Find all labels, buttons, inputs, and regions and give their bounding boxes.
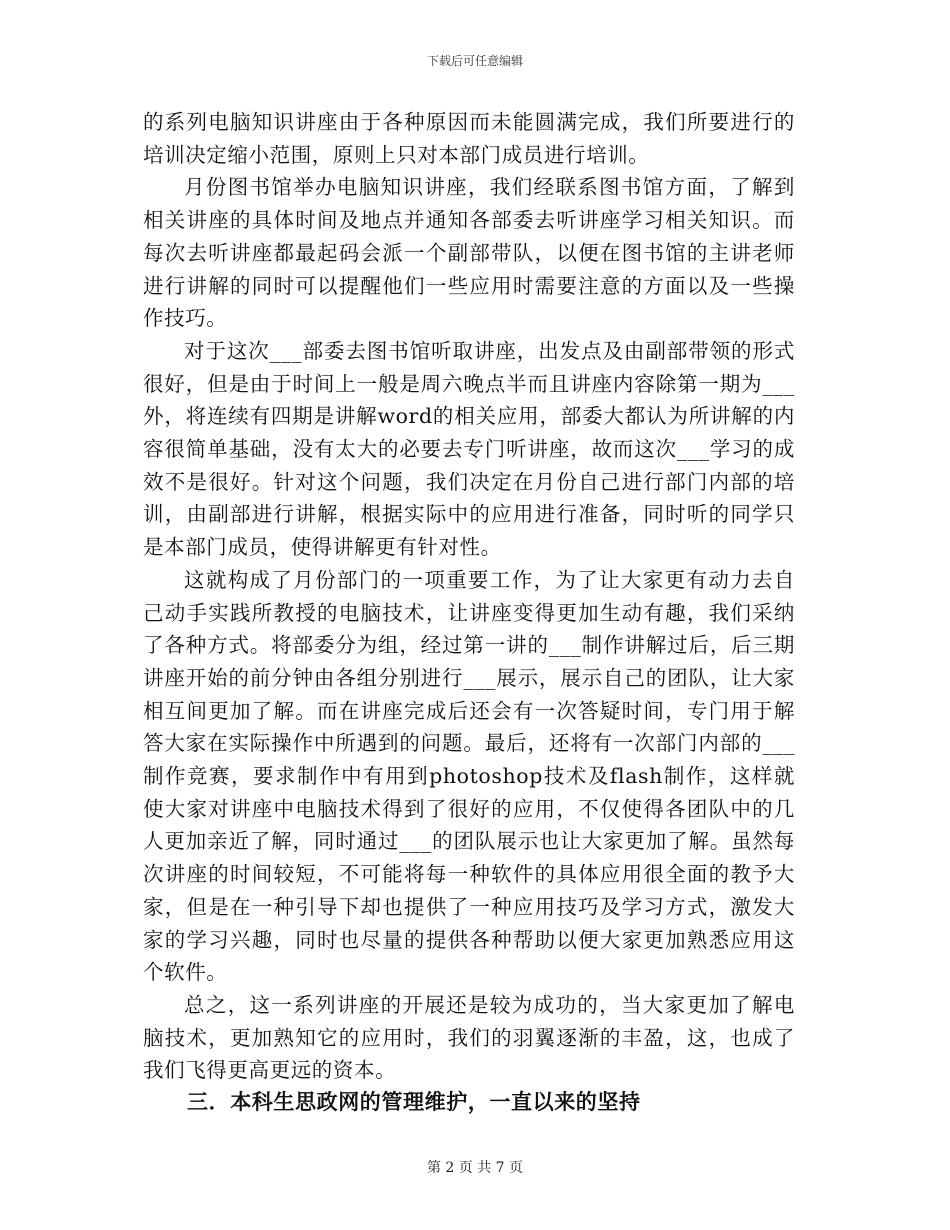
paragraph-internal-training: 这就构成了月份部门的一项重要工作，为了让大家更有动力去自己动手实践所教授的电脑技术，让讲座变得更加生动有趣，我们采纳了各种方式。将部委分为组，经过第一讲的___制作讲解过后，后三期讲座开始的前分钟由各组分别进行___展示，展示自己的团队，让大家相互间更加了解。而在讲座完成后还会有一次答疑时间，专门用于解答大家在实际操作中所遇到的问题。最后，还将有一次部门内部的___制作竞赛，要求制作中有用到photoshop技术及flash制作，这样就使大家对讲座中电脑技术得到了很好的应用，不仅使得各团队中的几人更加亲近了解，同时通过___的团队展示也让大家更加了解。虽然每次讲座的时间较短，不可能将每一种软件的具体应用很全面的教予大家，但是在一种引导下却也提供了一种应用技巧及学习方式，激发大家的学习兴趣，同时也尽量的提供各种帮助以便大家更加熟悉应用这个软件。: [143, 567, 795, 985]
paragraph-lecture-evaluation: 对于这次___部委去图书馆听取讲座，出发点及由副部带领的形式很好，但是由于时间上一般是周六晚点半而且讲座内容除第一期为___外，将连续有四期是讲解word的相关应用，部委大都认为所讲解的内容很简单基础，没有太大的必要去专门听讲座，故而这次___学习的成效不是很好。针对这个问题，我们决定在月份自己进行部门内部的培训，由副部进行讲解，根据实际中的应用进行准备，同时听的同学只是本部门成员，使得讲解更有针对性。: [143, 338, 795, 560]
page-number: 第 2 页 共 7 页: [426, 1160, 524, 1176]
section-heading: 三．本科生思政网的管理维护，一直以来的坚持: [187, 1089, 641, 1114]
document-body: [143, 106, 795, 1087]
paragraph-continued: 的系列电脑知识讲座由于各种原因而未能圆满完成，我们所要进行的培训决定缩小范围，原则上只对本部门成员进行培训。: [143, 110, 795, 167]
paragraph-summary: 总之，这一系列讲座的开展还是较为成功的，当大家更加了解电脑技术，更加熟知它的应用时，我们的羽翼逐渐的丰盈，这，也成了我们飞得更高更远的资本。: [143, 992, 795, 1083]
page-header-note: 下载后可任意编辑: [426, 54, 523, 68]
paragraph-library-lectures: 月份图书馆举办电脑知识讲座，我们经联系图书馆方面，了解到相关讲座的具体时间及地点并通知各部委去听讲座学习相关知识。而每次去听讲座都最起码会派一个副部带队，以便在图书馆的主讲老师进行讲解的同时可以提醒他们一些应用时需要注意的方面以及一些操作技巧。: [143, 175, 795, 331]
